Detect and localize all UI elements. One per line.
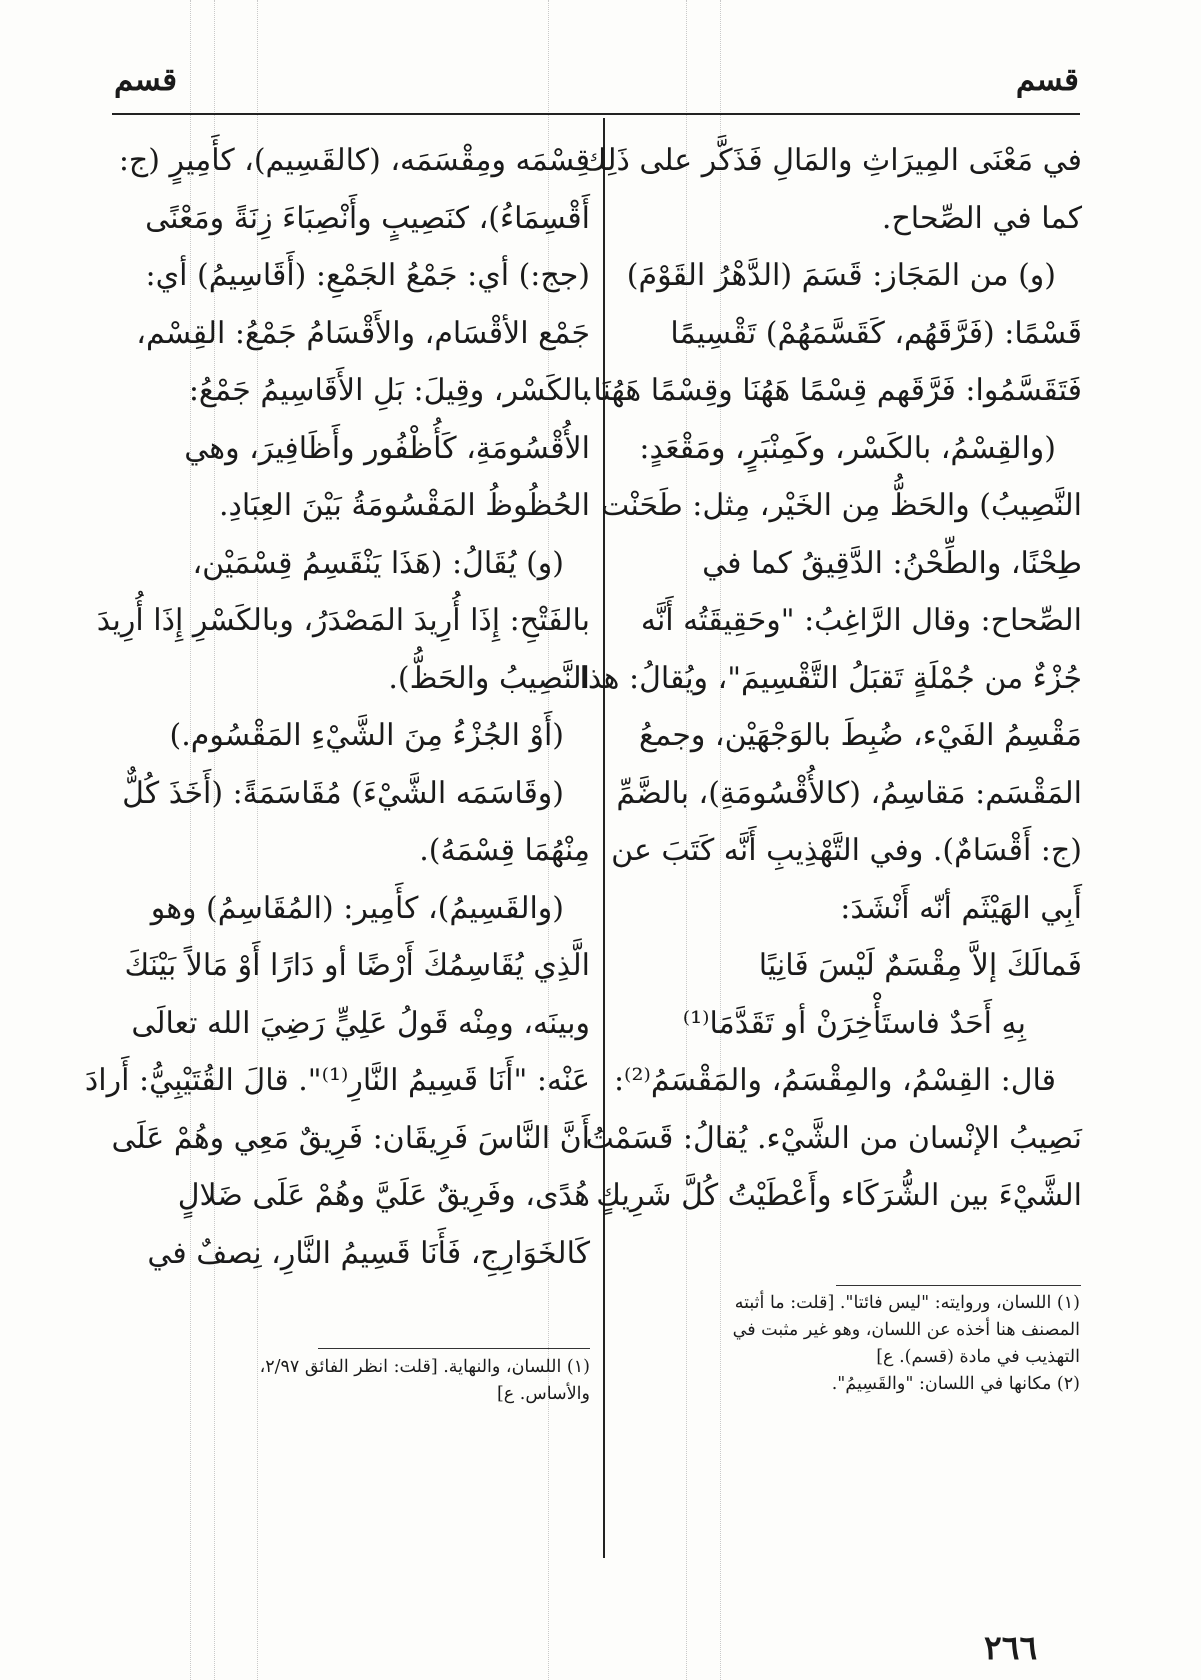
text-line: النَّصِيبُ) والحَظُّ مِن الخَيْر، مِثل: طَحَنْت xyxy=(601,488,1082,523)
text-line: بالفَتْحِ: إِذَا أُرِيدَ المَصْدَرُ، وبالكَسْرِ إِذَا أُرِيدَ xyxy=(96,603,590,638)
right-footnotes xyxy=(620,1290,1080,1398)
text-line: وبينَه، ومِنْه قَولُ عَلِيٍّ رَضِيَ الله تعالَى xyxy=(131,1005,590,1041)
footnote-line: التهذيب في مادة (قسم). ع] xyxy=(876,1347,1080,1367)
verse-line: فَمالَكَ إلاَّ مِقْسَمٌ لَيْسَ فَانِيًا xyxy=(758,948,1082,983)
text-line: (وقَاسَمَه الشَّيْءَ) مُقَاسَمَةً: (أَخَذَ كُلٌّ xyxy=(122,775,564,811)
text-line: مَقْسِمُ الفَيْء، ضُبِطَ بالوَجْهَيْن، وجمعُ xyxy=(639,718,1082,753)
text-line: جَمْع الأقْسَام، والأَقْسَامُ جَمْعُ: القِسْم، xyxy=(136,315,590,351)
text-line: (ج: أَقْسَامٌ). وفي التَّهْذِيبِ أَنَّه كَتَبَ عن xyxy=(611,833,1082,868)
footnote-line: والأساس. ع] xyxy=(496,1384,590,1404)
text-line: (أَوْ الجُزْءُ مِنَ الشَّيْءِ المَقْسُوم.) xyxy=(169,718,564,753)
left-column xyxy=(84,132,590,1282)
header-rule xyxy=(112,113,1080,115)
column-divider xyxy=(603,118,605,1558)
text-line: كما في الصِّحاح. xyxy=(881,200,1082,236)
text-line: بالكَسْر، وقِيلَ: بَلِ الأَقَاسِيمُ جَمْعُ: xyxy=(188,373,590,408)
text-line: هُدًى، وفَرِيقٌ عَلَيَّ وهُمْ عَلَى ضَلالٍ xyxy=(177,1178,590,1213)
footnote-rule xyxy=(318,1348,590,1349)
text-line: طِحْنًا، والطِّحْنُ: الدَّقِيقُ كما في xyxy=(702,545,1082,581)
header-right-word: قسم xyxy=(1015,62,1079,98)
footnote-line: المصنف هنا أخذه عن اللسان، وهو غير مثبت في xyxy=(732,1320,1080,1340)
text-line: الأُقْسُومَةِ، كَأُظْفُور وأَظَافِيرَ، وهي xyxy=(184,430,590,466)
page-number: ٢٦٦ xyxy=(984,1628,1038,1667)
text-line: (و) يُقَالُ: (هَذَا يَنْقَسِمُ قِسْمَيْن، xyxy=(192,545,564,581)
text-line: المَقْسَم: مَقاسِمُ، (كالأُقْسُومَةِ)، بالضَّمِّ xyxy=(616,775,1082,811)
footnote-line: (٢) مكانها في اللسان: "والقَسِيمُ". xyxy=(831,1374,1080,1394)
text-line: أَبِي الهَيْثَم أنّه أَنْشَدَ: xyxy=(840,890,1082,926)
footnote-line: (١) اللسان، والنهاية. [قلت: انظر الفائق ٢/٩٧، xyxy=(259,1357,590,1377)
footnote-rule xyxy=(836,1285,1081,1286)
text-line: (جج:) أي: جَمْعُ الجَمْعِ: (أَقَاسِيمُ) أي: xyxy=(145,258,590,293)
left-footnotes xyxy=(112,1354,590,1408)
text-line: قَسْمًا: (فَرَّقَهُم، كَقَسَّمَهُمْ) تَقْسِيمًا xyxy=(670,315,1082,351)
text-line: قِسْمَه ومِقْسَمَه، (كالقَسِيم)، كأَمِيرٍ (ج: xyxy=(118,143,590,178)
right-column xyxy=(579,132,1082,1225)
text-line: أَنَّ النَّاسَ فَرِيقَان: فَرِيقٌ مَعِي وهُمْ عَلَى xyxy=(111,1120,590,1156)
text-line: النَّصِيبُ والحَظُّ). xyxy=(388,660,590,696)
text-line: أَقْسِمَاءُ)، كنَصِيبٍ وأَنْصِبَاءَ زِنَةً ومَعْنًى xyxy=(145,200,590,236)
text-line: (والقِسْمُ، بالكَسْر، وكَمِنْبَرٍ، ومَقْعَدٍ: xyxy=(639,430,1056,466)
text-line: في مَعْنَى المِيرَاثِ والمَالِ فَذَكَّر على ذَلِك xyxy=(582,143,1082,178)
text-line: الشَّيْءَ بين الشُّرَكَاء وأَعْطَيْتُ كُلَّ شَرِيكٍ xyxy=(596,1178,1082,1213)
footnote-line: (١) اللسان، وروايته: "ليس فائتا". [قلت: ما أثبته xyxy=(734,1293,1080,1313)
text-line: فَتَقَسَّمُوا: فَرَّقَهم قِسْمًا هَهُنَا وقِسْمًا هَهُنَا. xyxy=(583,373,1082,408)
text-line: كَالخَوَارِجِ، فَأَنَا قَسِيمُ النَّارِ، نِصفٌ في xyxy=(147,1235,590,1271)
text-line: (والقَسِيمُ)، كأَمِير: (المُقَاسِمُ) وهو xyxy=(150,890,564,926)
text-line: نَصِيبُ الإنْسان من الشَّيْء. يُقالُ: قَسَمْتُ xyxy=(585,1120,1082,1156)
text-line: الصِّحاح: وقال الرَّاغِبُ: "وحَقِيقَتُه أَنَّه xyxy=(640,603,1082,638)
text-line: قال: القِسْمُ، والمِقْسَمُ، والمَقْسَمُ⁽²⁾: xyxy=(613,1063,1056,1098)
text-line: عَنْه: "أَنَا قَسِيمُ النَّارِ⁽¹⁾". قالَ القُتَيْبِيُّ: أَرادَ xyxy=(84,1063,590,1098)
text-line: الحُظُوظُ المَقْسُومَةُ بَيْنَ العِبَادِ. xyxy=(219,488,590,523)
text-line: جُزْءٌ من جُمْلَةٍ تَقبَلُ التَّقْسِيمَ"، ويُقالُ: هذا xyxy=(579,660,1082,696)
text-line: مِنْهُمَا قِسْمَهُ). xyxy=(419,833,590,868)
header-left-word: قسم xyxy=(114,62,178,98)
text-line: الَّذِي يُقَاسِمُكَ أَرْضًا أو دَارًا أَوْ مَالاً بَيْنَكَ xyxy=(124,948,590,983)
text-line: (و) من المَجَاز: قَسَمَ (الدَّهْرُ القَوْمَ) xyxy=(626,258,1056,293)
verse-line: بِهِ أَحَدٌ فاستَأْخِرَنْ أو تَقَدَّمَا⁽¹⁾ xyxy=(682,1005,1026,1041)
